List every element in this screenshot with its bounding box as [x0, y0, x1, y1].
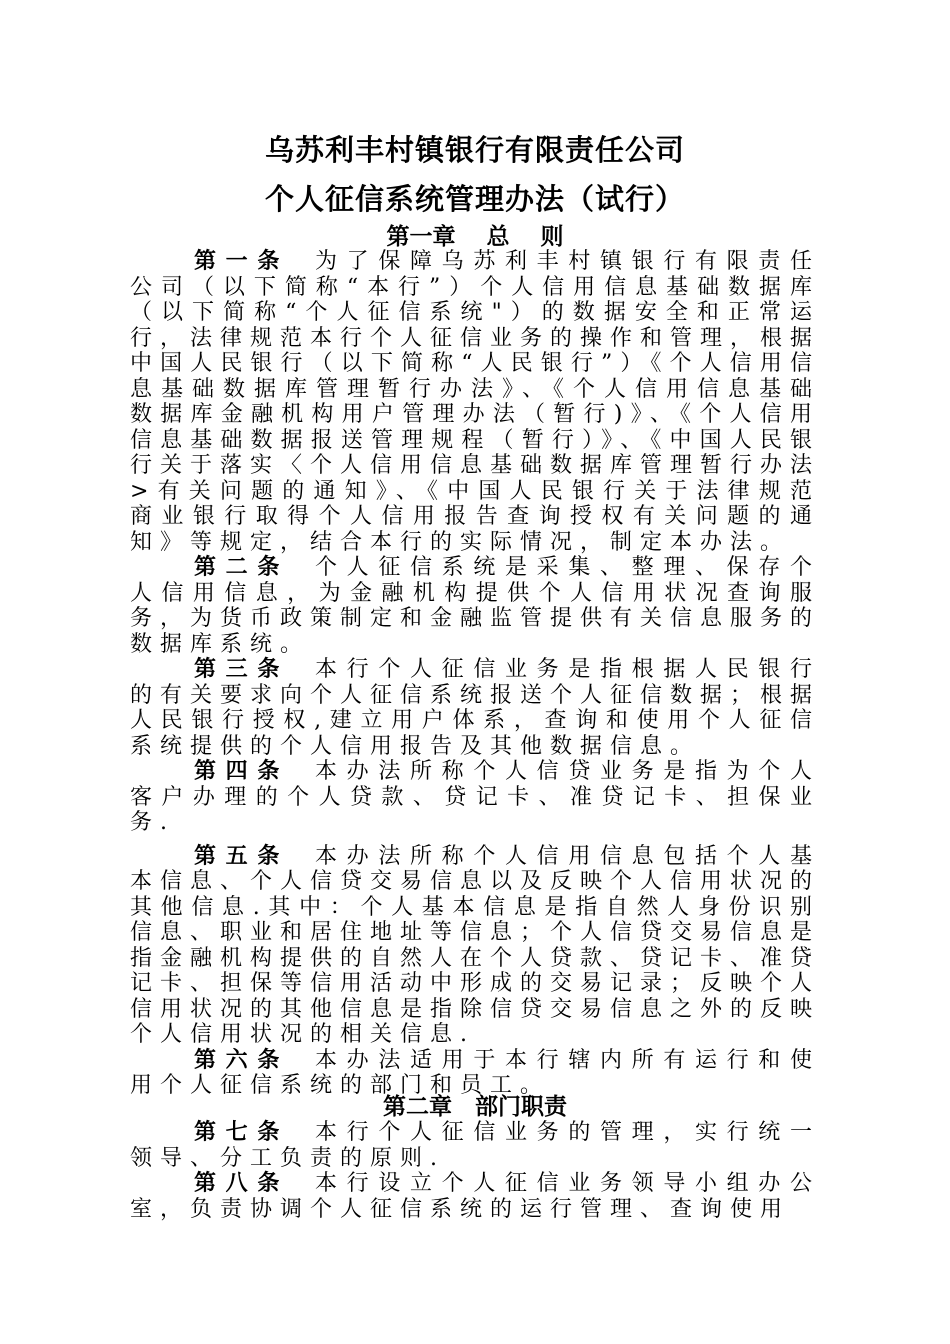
article-3 [130, 657, 820, 759]
chapter-2-heading: 第二章 部门职责 [383, 1093, 567, 1120]
article-text: 本办法所称个人信贷业务是指为个人客户办理的个人贷款、贷记卡、准贷记卡、担保业务. [130, 759, 820, 835]
article-number: 第二条 [194, 554, 289, 580]
article-7 [130, 1120, 820, 1171]
article-5 [130, 844, 820, 1048]
chapter-1-heading: 第一章 总 则 [386, 223, 564, 250]
article-number: 第八条 [194, 1170, 289, 1196]
article-text: 个人征信系统是采集、整理、保存个人信用信息，为金融机构提供个人信用状况查询服务，为货币政策制定和金融监管提供有关信息服务的数据库系统。 [130, 555, 821, 657]
article-text: 本办法适用于本行辖内所有运行和使用个人征信系统的部门和员工。 [130, 1047, 820, 1098]
article-number: 第一条 [194, 248, 289, 274]
article-number: 第六条 [194, 1046, 289, 1073]
article-text: 本行设立个人征信业务领导小组办公室，负责协调个人征信系统的运行管理、查询使用 [130, 1171, 820, 1222]
document-title-line-1: 乌苏利丰村镇银行有限责任公司 [264, 133, 685, 167]
article-text: 本行个人征信业务是指根据人民银行的有关要求向个人征信系统报送个人征信数据；根据人民银行授权,建立用户体系，查询和使用个人征信系统提供的个人信用报告及其他数据信息。 [130, 657, 821, 759]
article-text: 本办法所称个人信用信息包括个人基本信息、个人信贷交易信息以及反映个人信用状况的其他信息.其中：个人基本信息是指自然人身份识别信息、职业和居住地址等信息；个人信贷交易信息是指金融机构提供的自然人在个人贷款、贷记卡、准贷记卡、担保等信用活动中形成的交易记录；反映个人信用状况的其他信息是指除信贷交易信息之外的反映个人信用状况的相关信息. [130, 843, 821, 1047]
document-title-line-2: 个人征信系统管理办法（试行） [264, 182, 685, 216]
article-4 [130, 759, 820, 836]
article-number: 第七条 [194, 1119, 289, 1145]
article-2 [130, 555, 820, 657]
article-text: 本行个人征信业务的管理，实行统一领导、分工负责的原则. [130, 1120, 820, 1171]
chapter-1-body [130, 249, 820, 1099]
article-number: 第三条 [194, 656, 289, 682]
article-number: 第四条 [194, 758, 289, 784]
article-text: 为了保障乌苏利丰村镇银行有限责任公司（以下简称“本行”）个人信用信息基础数据库（以下简称“个人征信系统"）的数据安全和正常运行，法律规范本行个人征信业务的操作和管理，根据中国人民银行（以下简称“人民银行”）《个人信用信息基础数据库管理暂行办法》、《个人信用信息基础数据库金融机构用户管理办法（暂行)》、《个人信用信息基础数据报送管理规程（暂行）》、《中国人民银行关于落实〈个人信用信息基础数据库管理暂行办法>有关问题的通知》、《中国人民银行关于法律规范商业银行取得个人信用报告查询授权有关问题的通知》等规定，结合本行的实际情况，制定本办法。 [130, 249, 821, 555]
chapter-2-body [130, 1120, 820, 1222]
article-1 [130, 249, 820, 555]
article-number: 第五条 [194, 842, 289, 869]
article-8 [130, 1171, 820, 1222]
article-6 [130, 1048, 820, 1099]
